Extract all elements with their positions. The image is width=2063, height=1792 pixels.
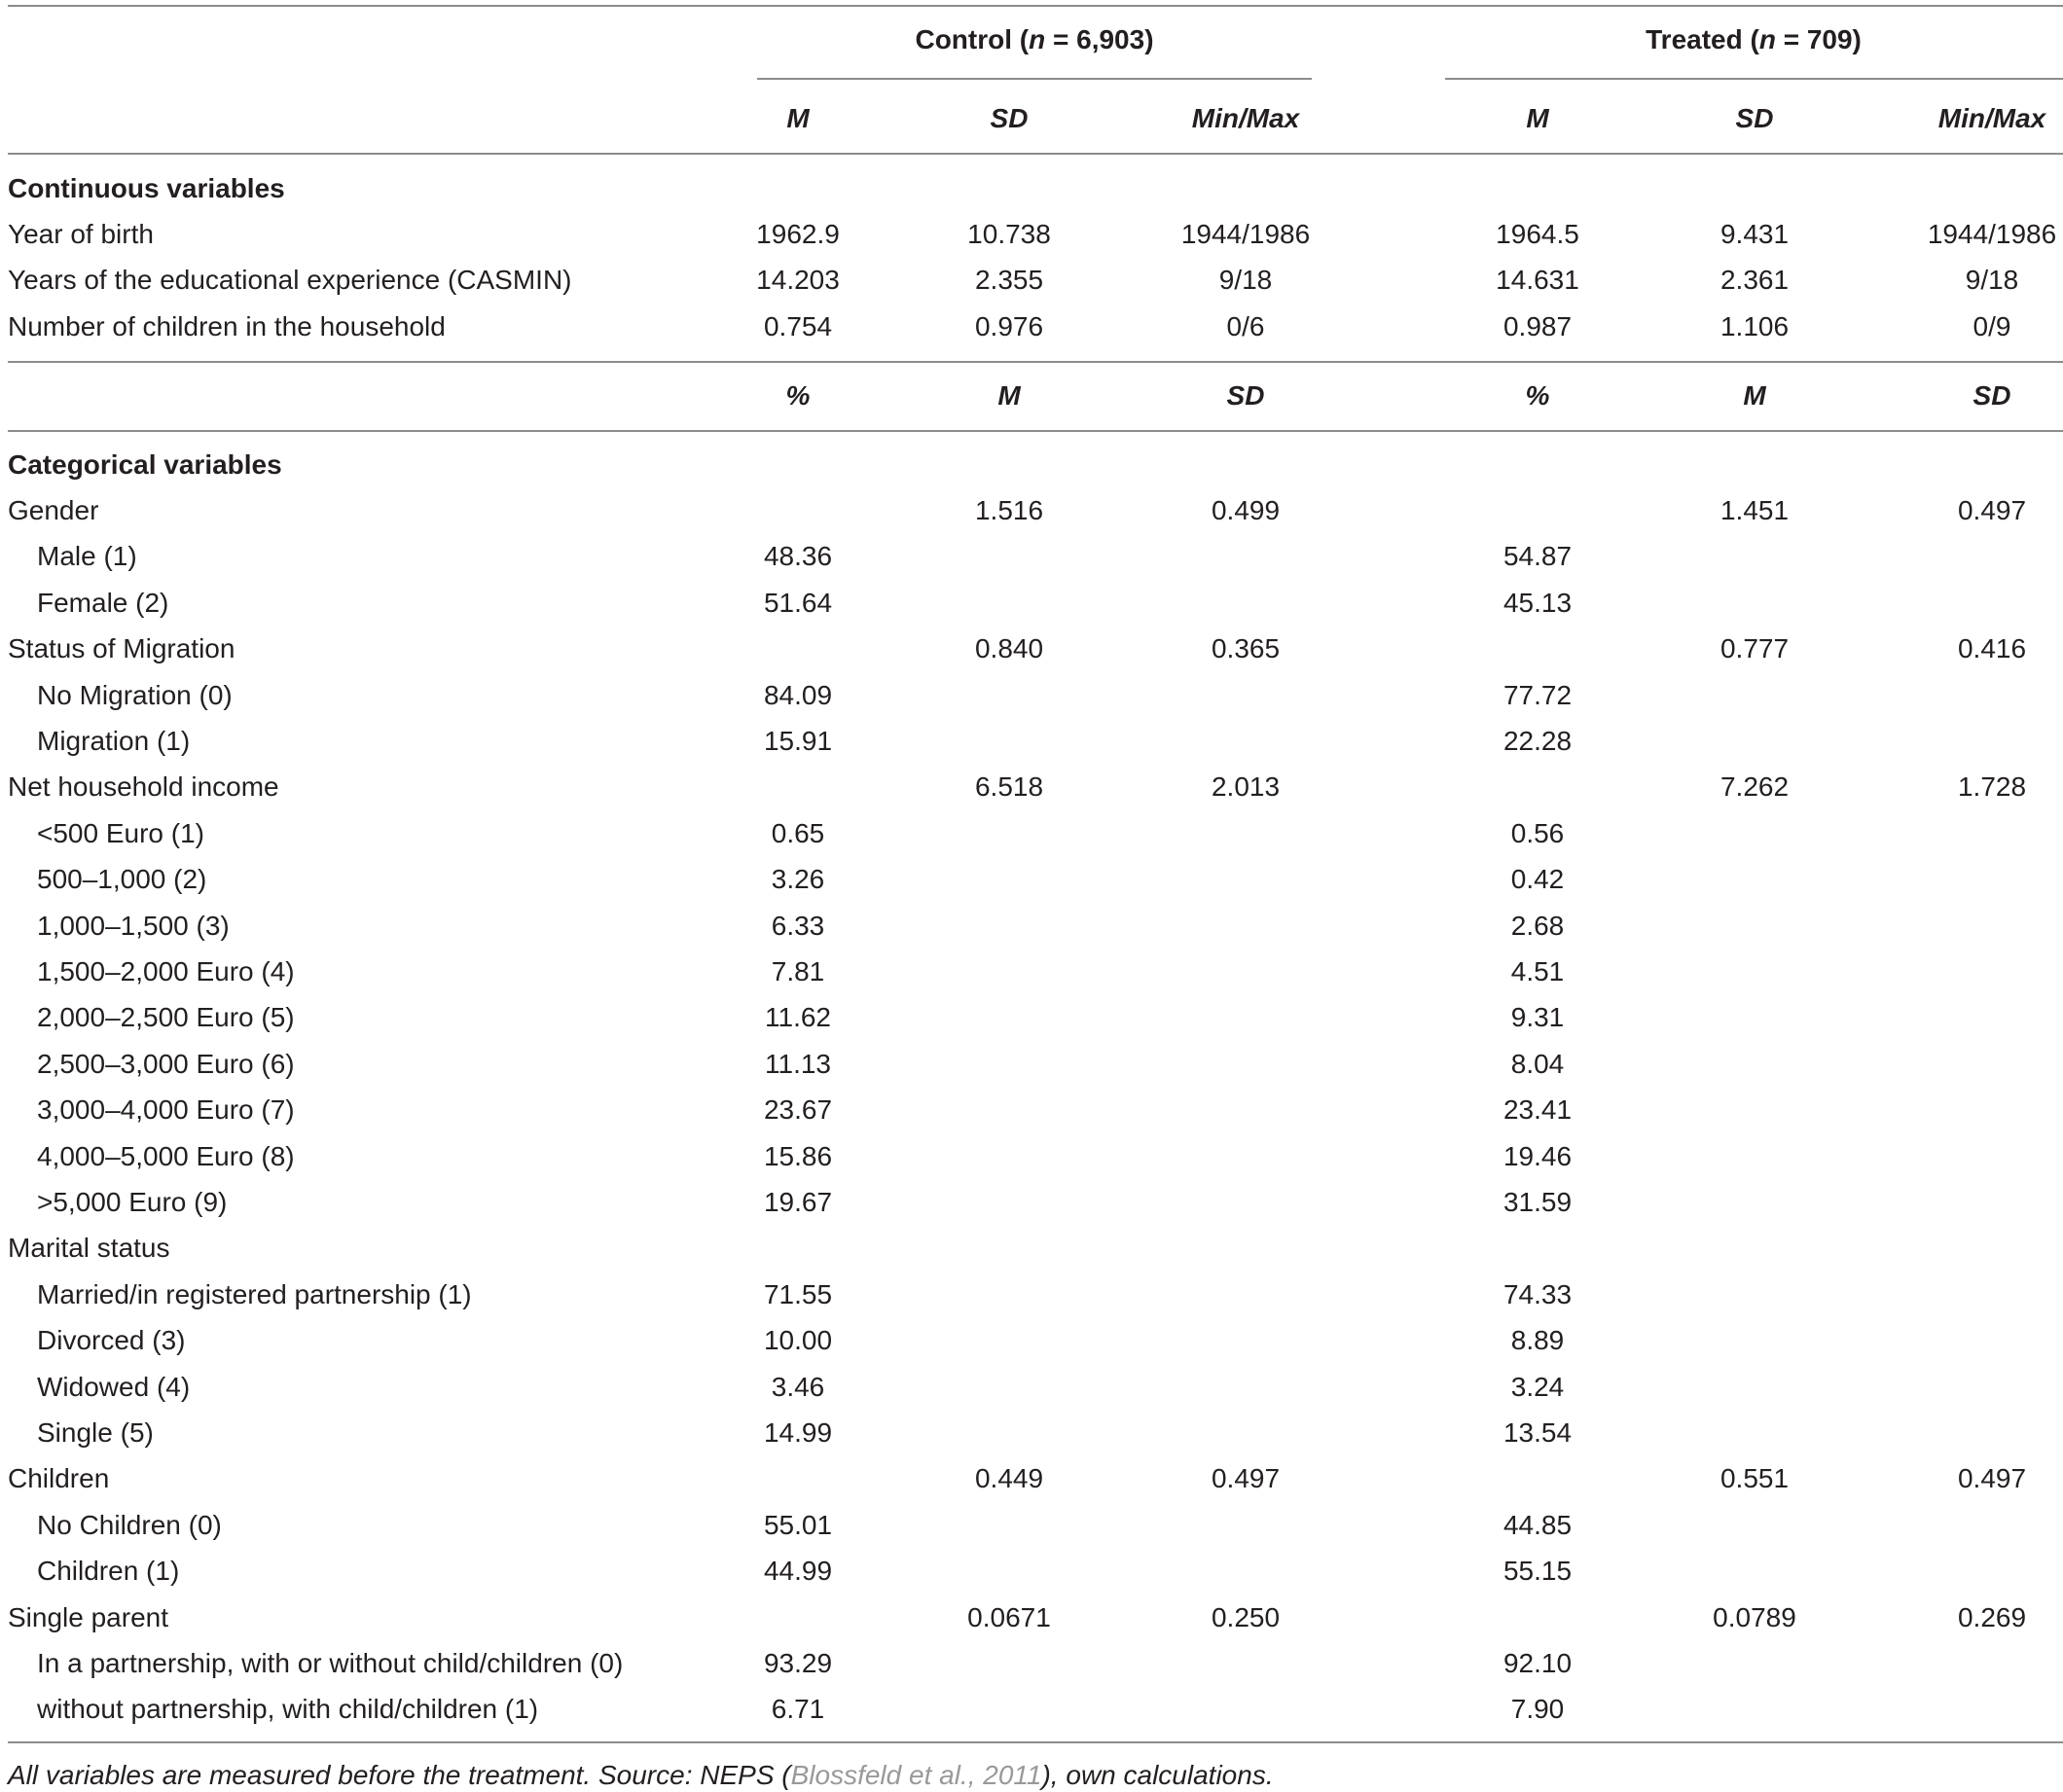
table-cell: 0.449 xyxy=(974,1463,1044,1494)
column-header: SD xyxy=(1735,103,1774,133)
table-cell: 0.754 xyxy=(763,310,833,341)
table-cell: 55.01 xyxy=(763,1509,833,1540)
table-cell: 31.59 xyxy=(1502,1187,1573,1217)
table-cell: 11.13 xyxy=(765,1048,831,1079)
table-cell: 10.00 xyxy=(763,1325,833,1356)
section-title: Continuous variables xyxy=(8,173,285,203)
column-header: % xyxy=(785,380,811,411)
sub-row-label: <500 Euro (1) xyxy=(37,817,204,848)
table-cell: 7.90 xyxy=(1510,1694,1565,1725)
table-cell: 0.551 xyxy=(1719,1463,1790,1494)
table-cell: 0.416 xyxy=(1957,633,2027,664)
sub-row-label: Single (5) xyxy=(37,1417,154,1448)
treated-group-rule xyxy=(1445,78,2063,80)
table-cell: 84.09 xyxy=(763,679,833,710)
table-cell: 22.28 xyxy=(1502,726,1573,756)
table-cell: 3.24 xyxy=(1510,1371,1565,1402)
citation-link[interactable]: Blossfeld et al., 2011 xyxy=(790,1760,1042,1790)
table-cell: 51.64 xyxy=(763,587,833,618)
row-label: Net household income xyxy=(8,771,279,803)
table-cell: 0.56 xyxy=(1510,817,1565,848)
sub-row-label: Widowed (4) xyxy=(37,1371,191,1402)
table-cell: 55.15 xyxy=(1502,1556,1573,1587)
table-cell: 6.71 xyxy=(771,1694,825,1725)
sub-row-label: Female (2) xyxy=(37,587,169,618)
column-header: Min/Max xyxy=(1937,103,2046,133)
row-label: Gender xyxy=(8,495,99,525)
sub-row-label: Divorced (3) xyxy=(37,1325,186,1356)
table-cell: 0.777 xyxy=(1719,633,1790,664)
column-header: M xyxy=(1526,103,1549,133)
table-cell: 0.42 xyxy=(1510,864,1565,895)
table-bottom-rule xyxy=(8,1741,2063,1743)
table-cell: 4.51 xyxy=(1510,956,1565,986)
table-cell: 0/9 xyxy=(1973,310,2011,341)
header-bottom-rule xyxy=(8,153,2063,155)
sub-row-label: No Children (0) xyxy=(37,1509,222,1540)
table-cell: 0.365 xyxy=(1211,633,1281,664)
table-cell: 7.81 xyxy=(771,956,825,986)
table-cell: 54.87 xyxy=(1502,541,1573,572)
table-footnote: All variables are measured before the treatment. Source: NEPS (Blossfeld et al., 2011), own calculations. xyxy=(8,1760,1274,1790)
row-label: Years of the educational experience (CASMIN) xyxy=(8,265,572,296)
table-cell: 14.631 xyxy=(1496,265,1579,296)
sub-row-label: 500–1,000 (2) xyxy=(37,864,207,895)
table-cell: 2.013 xyxy=(1211,771,1281,803)
column-header: SD xyxy=(1973,380,2011,411)
sub-row-label: >5,000 Euro (9) xyxy=(37,1187,228,1217)
table-cell: 44.99 xyxy=(763,1556,833,1587)
column-header: SD xyxy=(990,103,1029,133)
sub-row-label: Married/in registered partnership (1) xyxy=(37,1278,472,1309)
table-cell: 7.262 xyxy=(1719,771,1790,803)
table-cell: 14.99 xyxy=(763,1417,833,1448)
table-cell: 0.840 xyxy=(974,633,1044,664)
table-cell: 6.33 xyxy=(771,910,825,941)
sub-row-label: Migration (1) xyxy=(37,726,191,756)
table-cell: 1.516 xyxy=(974,495,1044,525)
table-cell: 2.68 xyxy=(1510,910,1565,941)
table-cell: 3.46 xyxy=(771,1371,825,1402)
table-cell: 11.62 xyxy=(765,1002,831,1033)
table-cell: 1.451 xyxy=(1719,495,1790,525)
table-cell: 0.65 xyxy=(771,817,825,848)
table-cell: 0.0671 xyxy=(967,1601,1051,1632)
table-cell: 2.361 xyxy=(1719,265,1790,296)
table-cell: 1944/1986 xyxy=(1180,219,1311,249)
row-label: Number of children in the household xyxy=(8,310,446,341)
table-cell: 0.497 xyxy=(1957,1463,2027,1494)
categorical-header-rule xyxy=(8,430,2063,432)
sub-row-label: No Migration (0) xyxy=(37,679,233,710)
table-cell: 77.72 xyxy=(1502,679,1573,710)
table-cell: 0.987 xyxy=(1502,310,1573,341)
sub-row-label: without partnership, with child/children (1) xyxy=(37,1694,539,1725)
table-cell: 48.36 xyxy=(763,541,833,572)
table-cell: 14.203 xyxy=(756,265,840,296)
table-cell: 19.46 xyxy=(1502,1140,1573,1171)
table-cell: 13.54 xyxy=(1502,1417,1573,1448)
column-header: M xyxy=(1743,380,1766,411)
table-cell: 0.497 xyxy=(1211,1463,1281,1494)
section-title: Categorical variables xyxy=(8,449,282,480)
table-cell: 23.41 xyxy=(1502,1094,1573,1126)
table-cell: 9/18 xyxy=(1965,265,2019,296)
column-header: Min/Max xyxy=(1191,103,1300,133)
table-cell: 1964.5 xyxy=(1496,219,1579,249)
continuous-section-rule xyxy=(8,361,2063,363)
treated-group-header: Treated (n = 709) xyxy=(1646,24,1862,54)
table-cell: 0.250 xyxy=(1211,1601,1281,1632)
table-cell: 1944/1986 xyxy=(1927,219,2057,249)
column-header: % xyxy=(1525,380,1550,411)
table-cell: 0.497 xyxy=(1957,495,2027,525)
control-group-header: Control (n = 6,903) xyxy=(915,24,1154,54)
table-cell: 1.728 xyxy=(1957,771,2027,803)
table-cell: 10.738 xyxy=(967,219,1051,249)
table-cell: 0.269 xyxy=(1957,1601,2027,1632)
table-cell: 2.355 xyxy=(974,265,1044,296)
table-cell: 45.13 xyxy=(1502,587,1573,618)
column-header: M xyxy=(997,380,1021,411)
row-label: Status of Migration xyxy=(8,633,235,664)
row-label: Year of birth xyxy=(8,219,154,249)
table-cell: 8.89 xyxy=(1510,1325,1565,1356)
row-label: Single parent xyxy=(8,1601,169,1632)
table-cell: 0.0789 xyxy=(1713,1601,1796,1632)
table-cell: 71.55 xyxy=(763,1278,833,1309)
table-cell: 23.67 xyxy=(763,1094,833,1126)
table-cell: 0/6 xyxy=(1226,310,1265,341)
table-cell: 1.106 xyxy=(1719,310,1790,341)
table-cell: 15.86 xyxy=(763,1140,833,1171)
column-header: SD xyxy=(1226,380,1265,411)
control-group-rule xyxy=(757,78,1312,80)
table-cell: 44.85 xyxy=(1502,1509,1573,1540)
sub-row-label: 2,000–2,500 Euro (5) xyxy=(37,1002,295,1033)
sub-row-label: In a partnership, with or without child/children (0) xyxy=(37,1648,624,1678)
sub-row-label: 4,000–5,000 Euro (8) xyxy=(37,1140,295,1171)
table-cell: 9/18 xyxy=(1218,265,1273,296)
sub-row-label: 2,500–3,000 Euro (6) xyxy=(37,1048,295,1079)
sub-row-label: 1,000–1,500 (3) xyxy=(37,910,230,941)
row-label: Marital status xyxy=(8,1233,170,1264)
table-cell: 93.29 xyxy=(763,1648,833,1678)
sub-row-label: Male (1) xyxy=(37,541,137,572)
table-cell: 15.91 xyxy=(763,726,833,756)
column-header: M xyxy=(786,103,810,133)
table-cell: 0.976 xyxy=(974,310,1044,341)
table-cell: 19.67 xyxy=(763,1187,833,1217)
table-cell: 1962.9 xyxy=(756,219,840,249)
table-top-rule xyxy=(8,5,2063,7)
table-cell: 6.518 xyxy=(974,771,1044,803)
table-cell: 74.33 xyxy=(1502,1278,1573,1309)
sub-row-label: 1,500–2,000 Euro (4) xyxy=(37,956,295,986)
table-cell: 92.10 xyxy=(1502,1648,1573,1678)
sub-row-label: Children (1) xyxy=(37,1556,180,1587)
table-cell: 0.499 xyxy=(1211,495,1281,525)
table-cell: 3.26 xyxy=(771,864,825,895)
table-cell: 8.04 xyxy=(1510,1048,1565,1079)
table-cell: 9.31 xyxy=(1510,1002,1565,1033)
table-cell: 9.431 xyxy=(1719,219,1790,249)
sub-row-label: 3,000–4,000 Euro (7) xyxy=(37,1094,295,1126)
row-label: Children xyxy=(8,1463,110,1494)
